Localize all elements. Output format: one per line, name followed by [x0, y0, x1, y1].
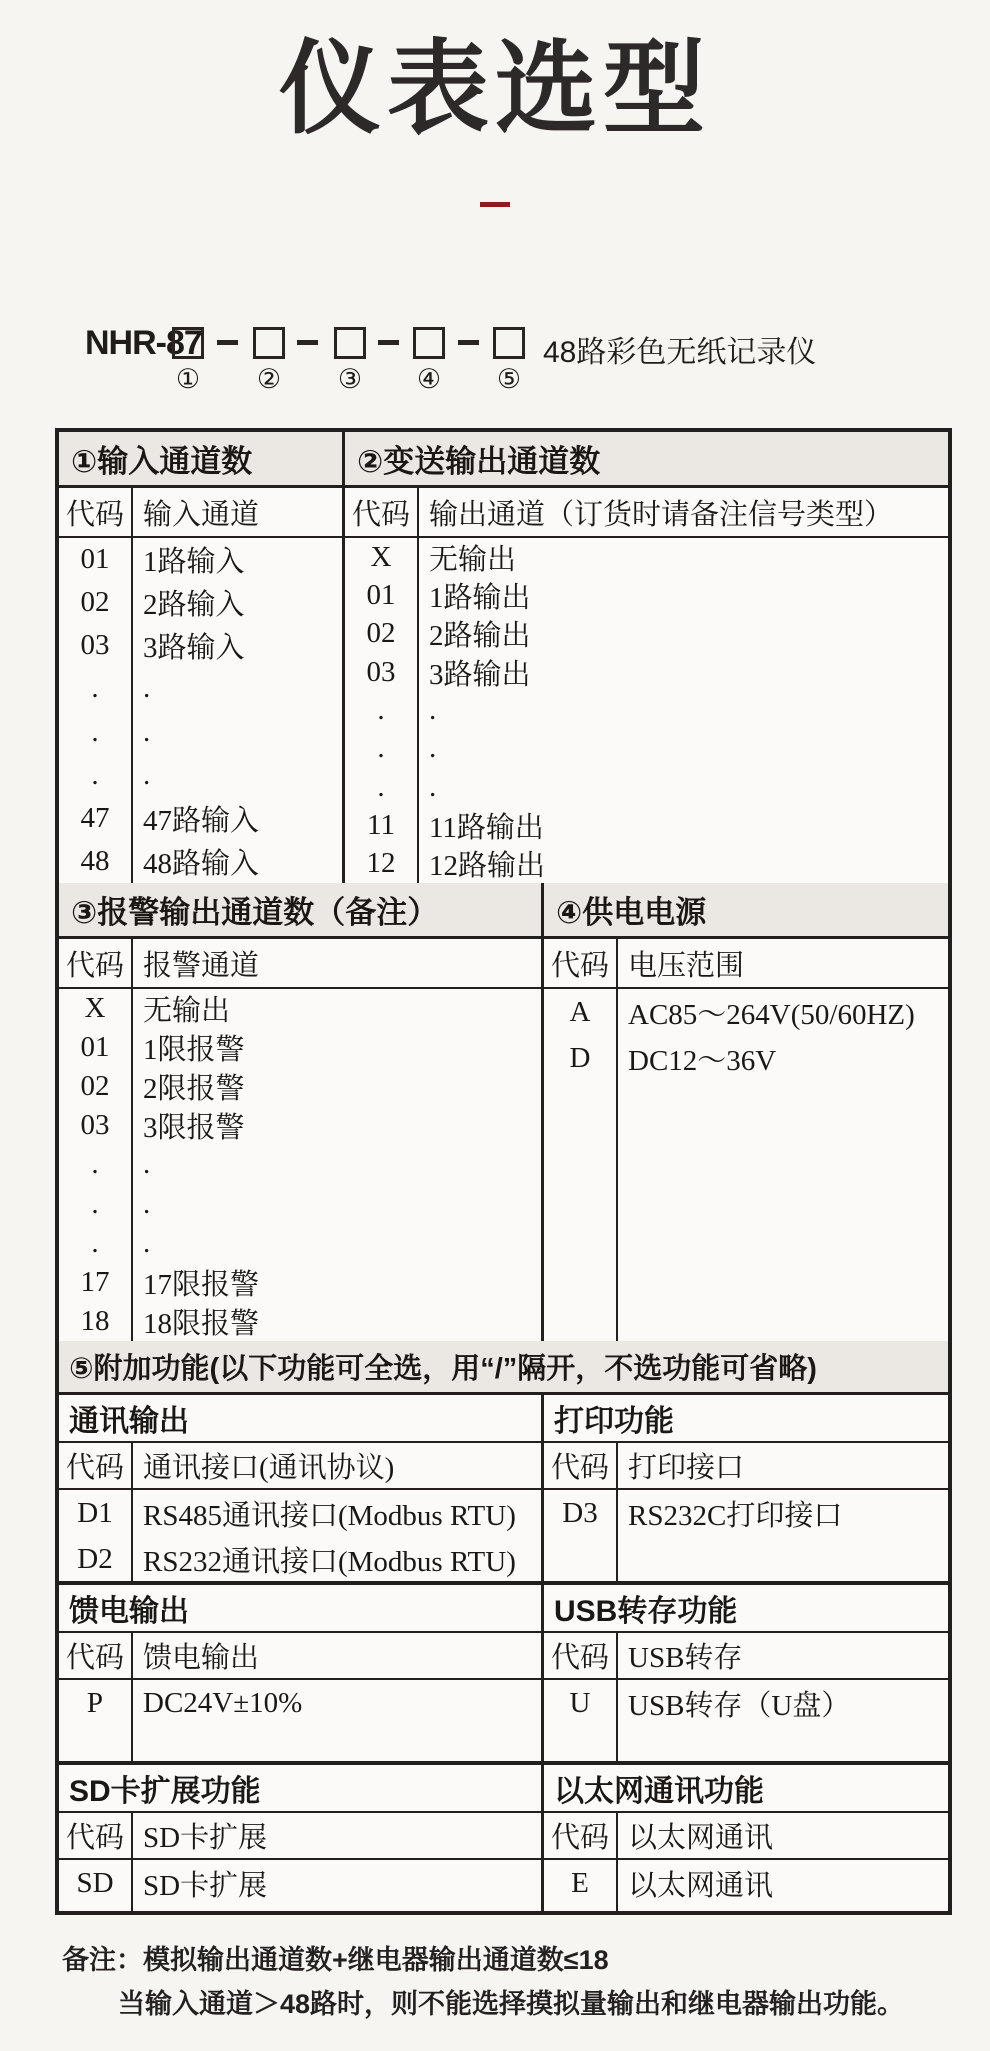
row-code: .	[59, 667, 133, 710]
section-4-title: ④供电电源	[556, 895, 707, 930]
row-code: 12	[345, 845, 419, 883]
transmit-output-rows	[345, 538, 948, 883]
model-position-box-5	[493, 327, 525, 359]
position-mark-1: ①	[175, 364, 201, 394]
section-1-2-header	[59, 432, 948, 488]
row-desc: .	[143, 1226, 151, 1259]
model-dash-2	[297, 340, 318, 345]
row-desc: 1路输入	[143, 546, 245, 579]
power-subheader	[544, 939, 948, 989]
row-code: 01	[59, 1028, 133, 1067]
selection-table	[55, 428, 952, 1915]
row-code: .	[59, 754, 133, 797]
transmit-output-subtable	[345, 488, 948, 883]
row-code: 03	[59, 1106, 133, 1145]
table-row	[544, 1680, 948, 1726]
comm-rows	[59, 1490, 541, 1581]
table-row	[345, 653, 948, 691]
col-header-code: 代码	[544, 1813, 618, 1858]
table-row	[59, 989, 541, 1028]
table-row	[59, 1680, 541, 1726]
table-row	[59, 1028, 541, 1067]
section-alarm-power	[59, 883, 948, 1341]
table-row	[59, 1067, 541, 1106]
row-code: X	[345, 538, 419, 576]
alarm-rows	[59, 989, 541, 1341]
input-channels-subtable	[59, 488, 345, 883]
block-sd-ethernet	[59, 1765, 948, 1911]
row-desc: USB转存（U盘）	[628, 1689, 851, 1722]
section-2-title: ②变送输出通道数	[357, 444, 601, 479]
row-desc: 2路输出	[429, 620, 531, 653]
sd-subheader	[59, 1813, 541, 1860]
section-1-title: ①输入通道数	[59, 432, 345, 485]
row-code: .	[59, 1224, 133, 1263]
row-code: .	[345, 768, 419, 806]
print-function-subtable	[544, 1395, 948, 1581]
table-row-empty	[544, 1081, 948, 1341]
position-mark-4: ④	[416, 364, 442, 394]
table-row-ellipsis	[59, 1185, 541, 1224]
model-position-box-1	[172, 327, 204, 359]
page-title: 仪表选型	[279, 32, 711, 146]
row-code: .	[345, 691, 419, 729]
row-code: .	[59, 1185, 133, 1224]
model-dash-4	[458, 340, 479, 345]
row-desc: .	[143, 672, 151, 705]
table-row-ellipsis	[59, 667, 342, 710]
col-header-code: 代码	[345, 488, 419, 536]
row-code: U	[544, 1680, 618, 1726]
row-code: A	[544, 989, 618, 1035]
comm-output-title: 通讯输出	[59, 1395, 541, 1443]
row-desc: 3限报警	[143, 1112, 245, 1145]
table-row-empty	[59, 1726, 541, 1761]
table-row	[544, 1860, 948, 1906]
col-header-code: 代码	[59, 1633, 133, 1678]
table-row	[544, 1035, 948, 1081]
table-row	[59, 1860, 541, 1906]
table-row	[59, 1490, 541, 1536]
row-code: 02	[59, 1067, 133, 1106]
title-accent-dash	[480, 202, 510, 207]
row-desc: .	[429, 693, 437, 726]
table-row	[59, 1106, 541, 1145]
section-3-4-header	[59, 883, 948, 939]
table-row	[544, 1490, 948, 1536]
col-header-desc: 电压范围	[628, 949, 745, 982]
row-desc: 47路输入	[143, 804, 260, 837]
table-row-ellipsis	[345, 691, 948, 729]
row-code: D	[544, 1035, 618, 1081]
table-row	[59, 1302, 541, 1341]
position-mark-2: ②	[256, 364, 282, 394]
ethernet-subtable	[544, 1765, 948, 1911]
row-code: 01	[59, 538, 133, 581]
sd-card-subtable	[59, 1765, 544, 1911]
power-rows	[544, 989, 948, 1341]
row-code: P	[59, 1680, 133, 1726]
usb-transfer-subtable	[544, 1585, 948, 1761]
usb-transfer-title: USB转存功能	[544, 1585, 948, 1633]
row-desc: DC24V±10%	[143, 1686, 303, 1719]
col-header-desc: 输入通道	[143, 498, 260, 531]
table-row-empty	[544, 1906, 948, 1911]
model-dash-1	[217, 340, 238, 345]
sd-rows	[59, 1860, 541, 1911]
position-mark-3: ③	[337, 364, 363, 394]
row-desc: 以太网通讯	[628, 1869, 774, 1902]
power-supply-subtable	[544, 939, 948, 1341]
input-channels-rows	[59, 538, 342, 883]
feed-output-subtable	[59, 1585, 544, 1761]
section-5-title: ⑤附加功能(以下功能可全选，用“/”隔开，不选功能可省略)	[59, 1341, 948, 1395]
row-desc: .	[143, 758, 151, 791]
col-header-code: 代码	[59, 1443, 133, 1488]
row-code: 18	[59, 1302, 133, 1341]
table-row	[345, 615, 948, 653]
table-row	[345, 538, 948, 576]
table-row-ellipsis	[59, 711, 342, 754]
row-desc: .	[143, 1187, 151, 1220]
table-row	[59, 581, 342, 624]
position-mark-5: ⑤	[496, 364, 522, 394]
table-row-ellipsis	[59, 1224, 541, 1263]
col-header-desc: 通讯接口(通讯协议)	[143, 1452, 395, 1484]
col-header-desc: 报警通道	[143, 949, 260, 982]
col-header-code: 代码	[59, 1813, 133, 1858]
sd-card-title: SD卡扩展功能	[59, 1765, 541, 1813]
table-row-ellipsis	[59, 1145, 541, 1184]
usb-subheader	[544, 1633, 948, 1680]
table-row	[59, 797, 342, 840]
print-function-title: 打印功能	[544, 1395, 948, 1443]
col-header-desc: SD卡扩展	[143, 1822, 268, 1854]
table-row-ellipsis	[345, 768, 948, 806]
col-header-desc: 输出通道（订货时请备注信号类型）	[429, 498, 894, 531]
row-desc: RS232通讯接口(Modbus RTU)	[143, 1545, 516, 1578]
ethernet-subheader	[544, 1813, 948, 1860]
transmit-output-subheader	[345, 488, 948, 538]
col-header-code: 代码	[59, 488, 133, 536]
block-comm-print	[59, 1395, 948, 1585]
print-subheader	[544, 1443, 948, 1490]
model-position-box-4	[413, 327, 445, 359]
row-code: D1	[59, 1490, 133, 1536]
section-additional-functions	[59, 1341, 948, 1911]
row-desc: 无输出	[143, 995, 231, 1028]
block-feed-usb	[59, 1585, 948, 1765]
table-row	[59, 624, 342, 667]
row-desc: 3路输入	[143, 632, 245, 665]
model-position-box-3	[334, 327, 366, 359]
model-position-box-2	[253, 327, 285, 359]
alarm-channels-subtable	[59, 939, 544, 1341]
table-row-ellipsis	[59, 754, 342, 797]
row-desc: AC85～264V(50/60HZ)	[628, 998, 915, 1031]
col-header-code: 代码	[544, 1443, 618, 1488]
model-suffix: 48路彩色无纸记录仪	[543, 336, 817, 369]
col-header-code: 代码	[59, 939, 133, 987]
row-desc: 无输出	[429, 543, 517, 576]
ethernet-rows	[544, 1860, 948, 1911]
col-header-code: 代码	[544, 939, 618, 987]
row-code: .	[59, 711, 133, 754]
col-header-code: 代码	[544, 1633, 618, 1678]
input-channels-subheader	[59, 488, 342, 538]
row-code: 48	[59, 840, 133, 883]
feed-output-title: 馈电输出	[59, 1585, 541, 1633]
print-rows	[544, 1490, 948, 1581]
row-desc: .	[143, 1148, 151, 1181]
row-desc: 2限报警	[143, 1073, 245, 1106]
row-desc: 48路输入	[143, 847, 260, 880]
alarm-subheader	[59, 939, 541, 989]
model-dash-3	[378, 340, 399, 345]
row-desc: 1限报警	[143, 1034, 245, 1067]
usb-rows	[544, 1680, 948, 1761]
row-desc: 2路输入	[143, 589, 245, 622]
row-code: D2	[59, 1536, 133, 1582]
row-desc: RS232C打印接口	[628, 1499, 843, 1532]
footnote-line-1: 备注：模拟输出通道数+继电器输出通道数≤18	[62, 1945, 609, 1975]
section-input-output-channels	[59, 432, 948, 883]
row-code: X	[59, 989, 133, 1028]
row-code: 17	[59, 1263, 133, 1302]
row-code: .	[59, 1145, 133, 1184]
row-code: D3	[544, 1490, 618, 1536]
row-desc: .	[429, 732, 437, 765]
footnote-line-2: 当输入通道＞48路时，则不能选择摸拟量输出和继电器输出功能。	[118, 1989, 905, 2019]
row-desc: 1路输出	[429, 582, 531, 614]
row-code: E	[544, 1860, 618, 1906]
row-desc: DC12～36V	[628, 1044, 777, 1077]
row-desc: 18限报警	[143, 1307, 260, 1340]
row-code: 03	[345, 653, 419, 691]
table-row	[59, 840, 342, 883]
table-row	[544, 989, 948, 1035]
row-code: 02	[59, 581, 133, 624]
row-code: .	[345, 730, 419, 768]
section-3-title: ③报警输出通道数（备注）	[59, 883, 544, 936]
row-desc: SD卡扩展	[143, 1869, 268, 1902]
table-row	[345, 806, 948, 844]
feed-rows	[59, 1680, 541, 1761]
feed-subheader	[59, 1633, 541, 1680]
col-header-desc: USB转存	[628, 1642, 743, 1674]
col-header-desc: 馈电输出	[143, 1642, 260, 1674]
table-row-empty	[544, 1726, 948, 1761]
comm-output-subtable	[59, 1395, 544, 1581]
row-desc: 12路输出	[429, 850, 546, 883]
col-header-desc: 以太网通讯	[628, 1822, 774, 1854]
table-row	[59, 1263, 541, 1302]
row-desc: .	[429, 770, 437, 803]
row-desc: RS485通讯接口(Modbus RTU)	[143, 1499, 516, 1532]
table-row	[59, 538, 342, 581]
table-row-empty	[544, 1536, 948, 1581]
table-row	[59, 1536, 541, 1582]
table-row-empty	[59, 1906, 541, 1911]
comm-subheader	[59, 1443, 541, 1490]
col-header-desc: 打印接口	[628, 1452, 745, 1484]
row-code: 47	[59, 797, 133, 840]
table-row	[345, 845, 948, 883]
row-desc: .	[143, 715, 151, 748]
row-code: 02	[345, 615, 419, 653]
ethernet-title: 以太网通讯功能	[544, 1765, 948, 1813]
row-desc: 11路输出	[429, 811, 544, 844]
row-code: 03	[59, 624, 133, 667]
row-code: 11	[345, 806, 419, 844]
row-desc: 3路输出	[429, 658, 531, 691]
row-code: 01	[345, 576, 419, 614]
row-code: SD	[59, 1860, 133, 1906]
model-prefix: NHR-87	[85, 324, 202, 362]
table-row	[345, 576, 948, 614]
table-row-ellipsis	[345, 730, 948, 768]
row-desc: 17限报警	[143, 1268, 260, 1301]
